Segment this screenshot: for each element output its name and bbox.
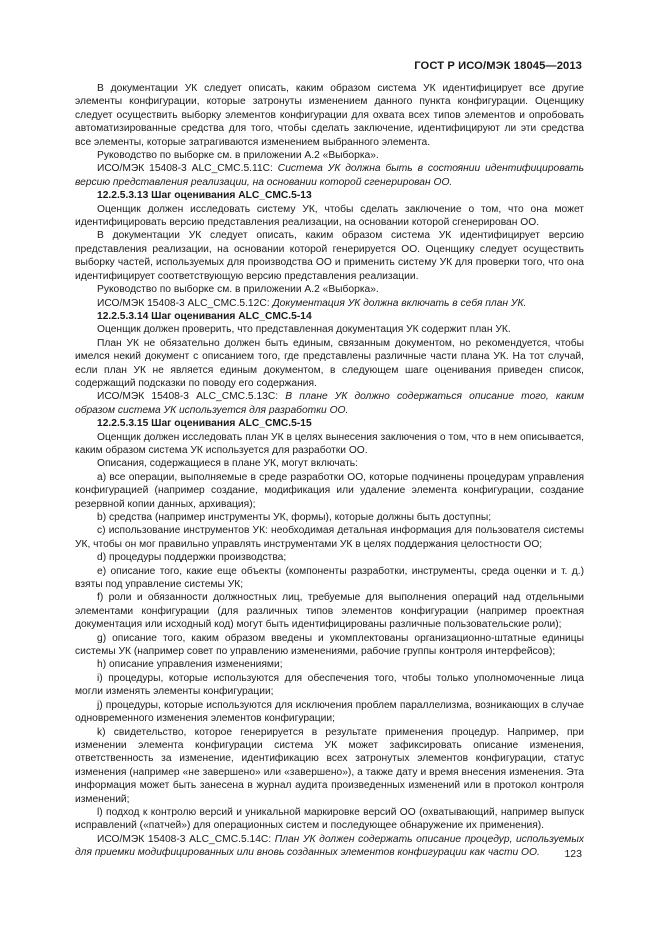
reference-text: План УК должен содержать описание процедур, используемых для приемки модифицированных или вновь созданных элементов конфигурации как части ОО. bbox=[75, 833, 584, 859]
body-paragraph: l) подход к контролю версий и уникальной маркировке версий ОО (охватывающий, например выпуск исправлений («патчей») для операционных систем и последующее обнаружение их применения). bbox=[75, 806, 584, 832]
body-paragraph: В документации УК следует описать, каким образом система УК идентифицирует все другие элементы конфигурации, которые затронуты изменением данного пункта конфигурации. Оценщику следует осуществить выборку элементов конфигурации для охвата всех типов элементов и опробовать автоматизированные средства для того, чтобы сделать заключение, идентифицируют ли эти средства все элементы, которые затрагиваются изменением выбранного элемента. bbox=[75, 83, 584, 148]
section-heading: 12.2.5.3.13 Шаг оценивания ALC_CMC.5-13 bbox=[97, 190, 312, 202]
body-paragraph: c) использование инструментов УК: необходимая детальная информация для пользователя системы УК, чтобы он мог правильно управлять инструментами УК в целях поддержания целостности ОО; bbox=[75, 525, 584, 550]
reference-text: Документация УК должна включать в себя план УК. bbox=[272, 297, 527, 309]
reference-id: ИСО/МЭК 15408-3 ALC_CMC.5.12С: bbox=[97, 297, 273, 309]
body-paragraph: Описания, содержащиеся в плане УК, могут включать: bbox=[97, 458, 358, 470]
body-paragraph: d) процедуры поддержки производства; bbox=[97, 552, 287, 564]
requirement-reference bbox=[75, 162, 584, 189]
reference-text: В плане УК должно содержаться описание того, каким образом система УК используется для разработки ОО. bbox=[75, 391, 585, 416]
body-paragraph: k) свидетельство, которое генерируется в результате применения процедур. Например, при изменении элемента конфигурации система УК может зафиксировать описание изменения, ответственность за изменение, идентификацию всех затронутых элементов конфигурации, статус изменения (например «не завершено» или «завершено»), а также дату и время внесения изменения. Эта информация может быть занесена в журнал аудита произведенных изменений или в протокол контроля изменений; bbox=[75, 726, 584, 805]
body-paragraph: Оценщик должен исследовать план УК в целях вынесения заключения о том, что в нем описывается, каким образом система УК используется для разработки ОО. bbox=[75, 431, 584, 456]
reference-text: Система УК должна быть в состоянии идентифицировать версию представления реализации, на основании которой сгенерирован ОО. bbox=[75, 163, 584, 188]
body-paragraph: В документации УК следует описать, каким образом система УК идентифицирует версию представления реализации, на основании которой генерируется ОО. Оценщику следует осуществить выборку частей, используемых для производства ОО и применить систему УК для проверки того, что она идентифицирует соответствующую версию представления реализации. bbox=[75, 230, 584, 282]
requirement-reference bbox=[75, 390, 584, 417]
body-paragraph: Руководство по выборке см. в приложении А.2 «Выборка». bbox=[97, 284, 379, 296]
body-paragraph: i) процедуры, которые используются для обеспечения того, чтобы только уполномоченные лица могли изменять элементы конфигурации; bbox=[75, 672, 584, 698]
reference-id: ИСО/МЭК 15408-3 ALC_CMC.5.13С: bbox=[97, 391, 286, 403]
body-paragraph: Оценщик должен исследовать систему УК, чтобы сделать заключение о том, что она может идентифицировать версию представления реализации, на основании которой сгенерирован ОО. bbox=[75, 203, 584, 229]
section-heading: 12.2.5.3.14 Шаг оценивания ALC_CMC.5-14 bbox=[97, 310, 312, 322]
document-header: ГОСТ Р ИСО/МЭК 18045—2013 bbox=[414, 60, 582, 72]
document-body bbox=[75, 82, 584, 860]
body-paragraph: g) описание того, каким образом введены и укомплектованы организационно-штатные единицы системы УК (например совет по управлению изменениями, рабочие группы контроля интерфейсов); bbox=[75, 632, 584, 658]
body-paragraph: e) описание того, какие еще объекты (компоненты разработки, инструменты, среда оценки и т. д.) взяты под управление системы УК; bbox=[75, 565, 584, 591]
requirement-reference bbox=[75, 297, 584, 310]
body-paragraph: j) процедуры, которые используются для исключения проблем параллелизма, возникающих в случае одновременного изменения элементов конфигурации; bbox=[75, 699, 584, 725]
body-paragraph: b) средства (например инструменты УК, формы), которые должны быть доступны; bbox=[97, 512, 492, 523]
body-paragraph: Оценщик должен проверить, что представленная документация УК содержит план УК. bbox=[97, 324, 511, 336]
body-paragraph: План УК не обязательно должен быть единым, связанным документом, но рекомендуется, чтобы имелся некий документ с описанием того, где представлены различные части плана УК. На тот случай, если план УК не является единым документом, в следующем шаге оценивания приведен список, содержащий подсказки по поводу его содержания. bbox=[75, 337, 584, 389]
page-number: 123 bbox=[564, 848, 582, 860]
body-paragraph: Руководство по выборке см. в приложении А.2 «Выборка». bbox=[97, 150, 379, 162]
reference-id: ИСО/МЭК 15408-3 ALC_CMC.5.11С: bbox=[97, 163, 278, 175]
requirement-reference bbox=[75, 833, 584, 860]
reference-id: ИСО/МЭК 15408-3 ALC_CMC.5.14С: bbox=[97, 833, 275, 845]
body-paragraph: f) роли и обязанности должностных лиц, требуемые для выполнения операций над отдельными элементами конфигурации (для различных типов элементов конфигурации (например проектная документация или исходный код) могут быть идентифицированы различные пользовательские роли); bbox=[75, 592, 584, 631]
body-paragraph: h) описание управления изменениями; bbox=[97, 659, 283, 671]
body-paragraph: a) все операции, выполняемые в среде разработки ОО, которые подчинены процедурам управления конфигурацией (например создание, модификация или удаление элемента конфигурации, создание резервной копии данных, архивация); bbox=[75, 471, 584, 510]
section-heading: 12.2.5.3.15 Шаг оценивания ALC_CMC.5-15 bbox=[97, 418, 312, 430]
